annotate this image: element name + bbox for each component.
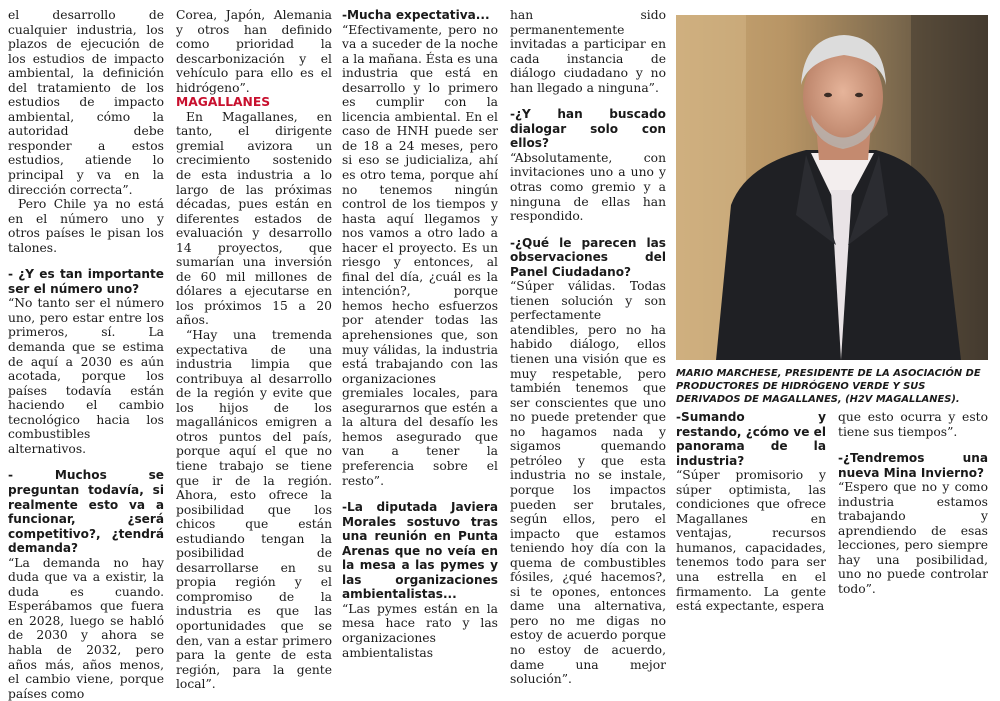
interview-answer: “Espero que no y como industria estamos trabajando y aprendiendo de esas lecciones, pero siempre hay una posibilidad, uno no puede controlar todo”. bbox=[838, 480, 988, 597]
interview-question: -¿Y han buscado dialogar solo con ellos? bbox=[510, 107, 666, 151]
article-column-4 bbox=[510, 8, 666, 687]
paragraph: En Magallanes, en tanto, el dirigente gremial avizora un crecimiento sostenido de esta industria a lo largo de las próximas décadas, pues están en diferentes estados de evaluación y desarrollo 14 proyectos, que sumarían una inversión de 60 mil millones de dólares a ejecutarse en los próximos 15 a 20 años. bbox=[176, 109, 332, 328]
interview-question: -¿Tendremos una nueva Mina Invierno? bbox=[838, 451, 988, 480]
interview-question: -La diputada Javiera Morales sostuvo tras una reunión en Punta Arenas que no veía en la mesa a las pymes y las organizaciones ambientalistas... bbox=[342, 500, 498, 602]
interview-question: - Muchos se preguntan todavía, si realmente esto va a funcionar, ¿será competitivo?, ¿tendrá demanda? bbox=[8, 468, 164, 556]
interview-answer: “Efectivamente, pero no va a suceder de la noche a la mañana. Ésta es una industria que está en desarrollo y lo primero es cumplir con la licencia ambiental. En el caso de HNH puede ser de 18 a 24 meses, pero si eso se judicializa, ahí es otro tema, porque ahí no tenemos ningún control de los tiempos y hasta aquí llegamos y nos vamos a otro lado a hacer el proyecto. Es un riesgo y entonces, al final del día, ¿cuál es la intención?, porque hemos hecho esfuerzos por atender todas las aprehensiones que, son muy válidas, la industria está trabajando con las organizaciones gremiales locales, para asegurarnos que estén a la altura del desafío les hemos asegurado que van a tener la preferencia sobre el resto”. bbox=[342, 22, 498, 488]
paragraph: han sido permanentemente invitadas a participar en cada instancia de diálogo ciudadano y no han llegado a ninguna”. bbox=[510, 8, 666, 95]
interview-answer: “La demanda no hay duda que va a existir, la duda es cuando. Esperábamos que fuera en 2028, luego se habló de 2030 y ahora se habla de 2032, pero años más, años menos, el cambio viene, porque países como bbox=[8, 555, 164, 701]
paragraph: “Hay una tremenda expectativa de una industria limpia que contribuya al desarrollo de la región y evite que los hijos de los magallánicos emigren a otros puntos del país, porque aquí el que no tiene trabajo se tiene que ir de la región. Ahora, esto ofrece la posibilidad que los chicos que están estudiando tengan la posibilidad de desarrollarse en su propia región y el compromiso de la industria es que las oportunidades que se den, van a estar primero para la gente de esta región, para la gente local”. bbox=[176, 328, 332, 692]
paragraph: el desarrollo de cualquier industria, los plazos de ejecución de los estudios de impacto ambiental, la definición del tratamiento de los estudios de impacto ambiental, cómo la autoridad debe responder a estos estudios, atiende lo principal y va en la dirección correcta”. bbox=[8, 8, 164, 197]
section-heading: MAGALLANES bbox=[176, 95, 271, 110]
interview-question: -¿Qué le parecen las observaciones del Panel Ciudadano? bbox=[510, 235, 666, 279]
interview-answer: “Absolutamente, con invitaciones uno a uno y otras como gremio y a ninguna de ellas han respondido. bbox=[510, 150, 666, 224]
paragraph: Corea, Japón, Alemania y otros han definido como prioridad la descarbonización y el vehículo para ello es el hidrógeno”. bbox=[176, 8, 332, 95]
paragraph: Pero Chile ya no está en el número uno y otros países le pisan los talones. bbox=[8, 197, 164, 255]
article-column-2 bbox=[176, 8, 332, 692]
interview-answer: “No tanto ser el número uno, pero estar entre los primeros, sí. La demanda que se estima de aquí a 2030 es aún acotada, porque los países todavía están haciendo el cambio tecnológico hacia los combustibles alternativos. bbox=[8, 296, 164, 456]
article-column-6 bbox=[838, 410, 988, 597]
paragraph: que esto ocurra y esto tiene sus tiempos”. bbox=[838, 410, 988, 439]
interview-answer: “Las pymes están en la mesa hace rato y las organizaciones ambientalistas bbox=[342, 601, 498, 660]
article-column-1 bbox=[8, 8, 164, 701]
portrait-photo bbox=[676, 15, 988, 360]
section-heading-wrap bbox=[176, 95, 332, 110]
interview-question: -Sumando y restando, ¿cómo ve el panorama de la industria? bbox=[676, 410, 826, 468]
interview-answer: “Súper válidas. Todas tienen solución y son perfectamente atendibles, pero no ha habido diálogo, ellos tienen una visión que es muy respetable, pero también tenemos que ser conscientes que uno no puede pretender que no hagamos nada y sigamos quemando petróleo y que esta industria no se instale, porque los impactos pueden ser brutales, según ellos, pero el impacto que estamos teniendo hoy día con la quema de combustibles fósiles, ¿qué hacemos?, si te opones, entonces dame una alternativa, pero no me digas no estoy de acuerdo porque no estoy de acuerdo, dame una mejor solución”. bbox=[510, 279, 666, 687]
article-column-3 bbox=[342, 8, 498, 660]
interview-question: -Mucha expectativa... bbox=[342, 8, 490, 22]
portrait-illustration bbox=[676, 15, 988, 360]
interview-question: - ¿Y es tan importante ser el número uno? bbox=[8, 267, 164, 296]
photo-caption: MARIO MARCHESE, PRESIDENTE DE LA ASOCIACIÓN DE PRODUCTORES DE HIDRÓGENO VERDE Y SUS DERIVADOS DE MAGALLANES, (H2V MAGALLANES). bbox=[676, 368, 981, 406]
interview-answer: “Súper promisorio y súper optimista, las condiciones que ofrece Magallanes en ventajas, recursos humanos, capacidades, tenemos todo para ser una estrella en el firmamento. La gente está expectante, espera bbox=[676, 468, 826, 614]
article-column-5 bbox=[676, 410, 826, 614]
